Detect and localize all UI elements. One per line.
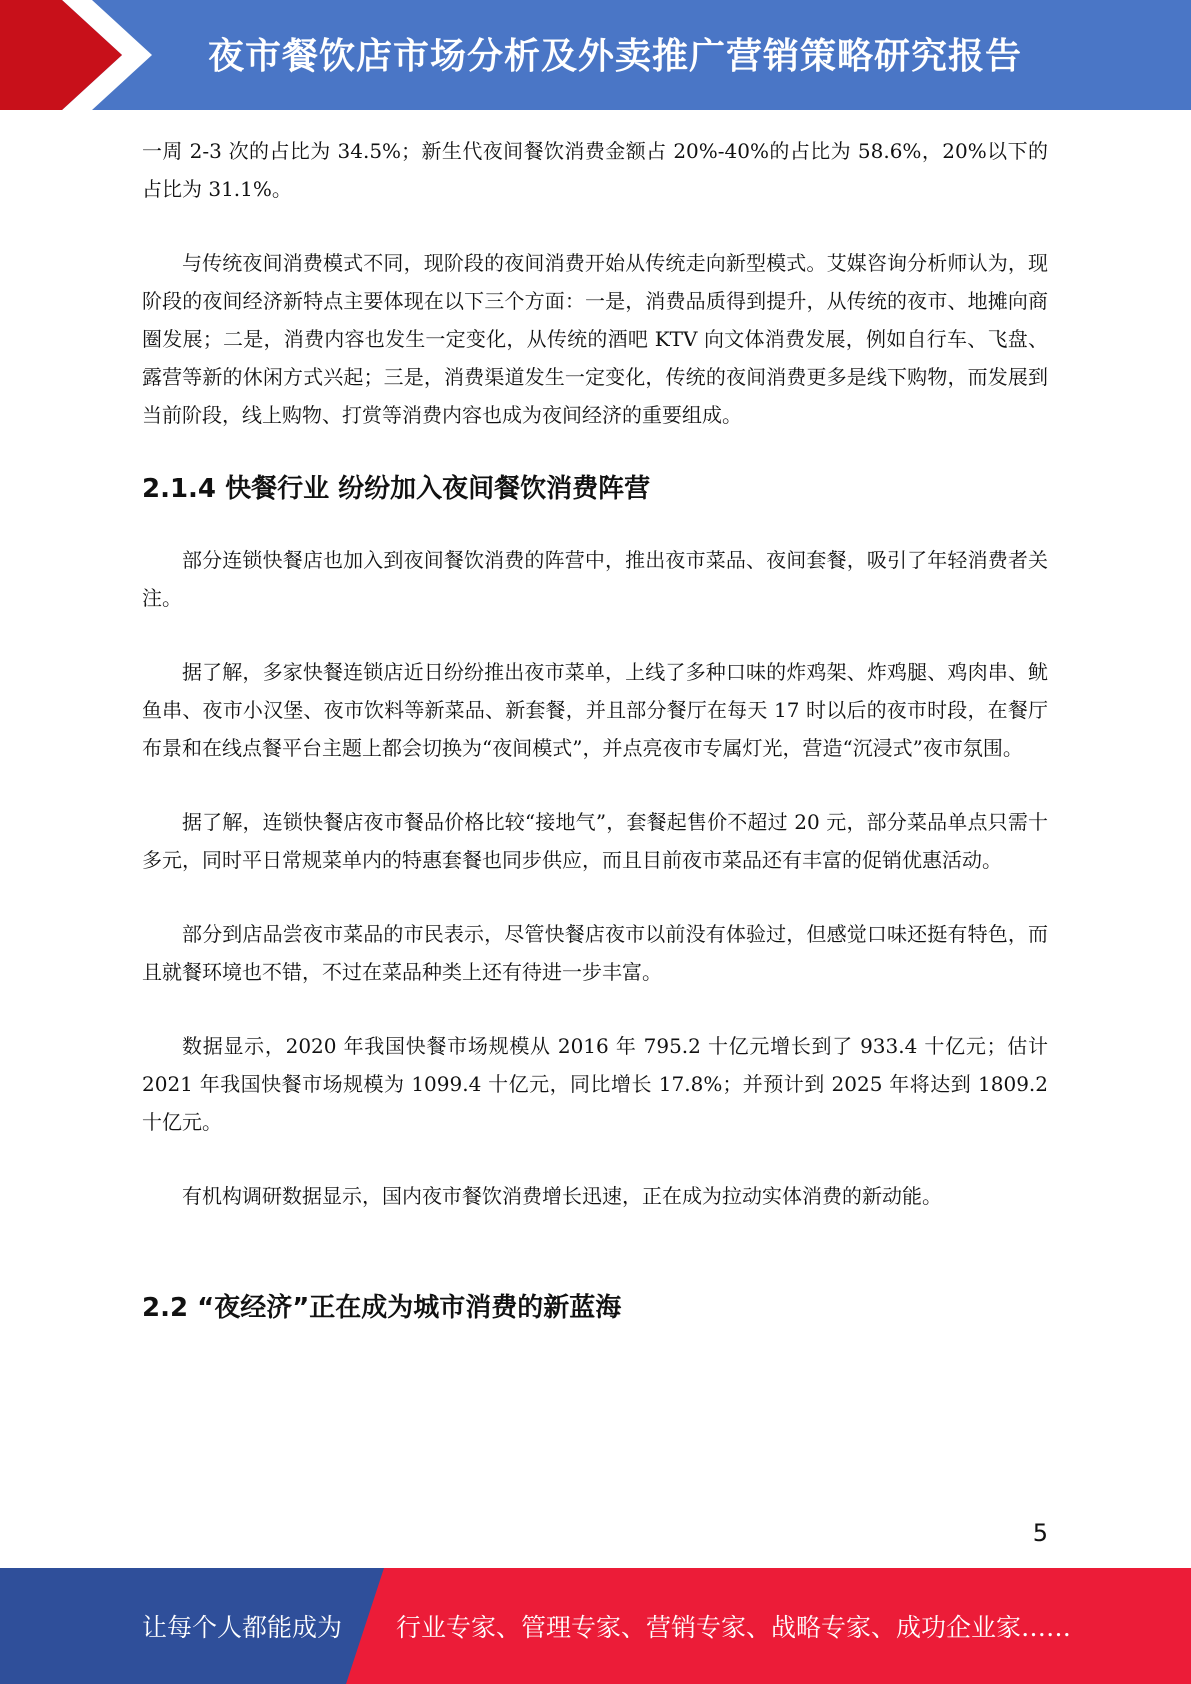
page-footer [0, 1568, 1191, 1684]
paragraph: 据了解，多家快餐连锁店近日纷纷推出夜市菜单，上线了多种口味的炸鸡架、炸鸡腿、鸡肉串、鱿鱼串、夜市小汉堡、夜市饮料等新菜品、新套餐，并且部分餐厅在每天 17 时以后的夜市时段，在餐厅布景和在线点餐平台主题上都会切换为“夜间模式”，并点亮夜市专属灯光，营造“沉浸式”夜市氛围。 [142, 660, 1048, 760]
page-header [0, 0, 1191, 110]
paragraph: 部分连锁快餐店也加入到夜间餐饮消费的阵营中，推出夜市菜品、夜间套餐，吸引了年轻消费者关注。 [142, 548, 1048, 610]
paragraph: 一周 2-3 次的占比为 34.5%；新生代夜间餐饮消费金额占 20%-40%的占比为 58.6%，20%以下的占比为 31.1%。 [142, 139, 1048, 201]
paragraph: 有机构调研数据显示，国内夜市餐饮消费增长迅速，正在成为拉动实体消费的新动能。 [182, 1184, 942, 1208]
section-heading: 2.2 “夜经济”正在成为城市消费的新蓝海 [142, 1293, 622, 1323]
paragraph: 与传统夜间消费模式不同，现阶段的夜间消费开始从传统走向新型模式。艾媒咨询分析师认为，现阶段的夜间经济新特点主要体现在以下三个方面：一是，消费品质得到提升，从传统的夜市、地摊向商圈发展；二是，消费内容也发生一定变化，从传统的酒吧 KTV 向文体消费发展，例如自行车、飞盘、露营等新的休闲方式兴起；三是，消费渠道发生一定变化，传统的夜间消费更多是线下购物，而发展到当前阶段，线上购物、打赏等消费内容也成为夜间经济的重要组成。 [142, 251, 1048, 427]
footer-slogan-right: 行业专家、管理专家、营销专家、战略专家、成功企业家…… [396, 1613, 1072, 1642]
paragraph: 数据显示，2020 年我国快餐市场规模从 2016 年 795.2 十亿元增长到了 933.4 十亿元；估计 2021 年我国快餐市场规模为 1099.4 十亿元，同比增长 17.8%；并预计到 2025 年将达到 1809.2 十亿元。 [142, 1034, 1048, 1134]
report-title: 夜市餐饮店市场分析及外卖推广营销策略研究报告 [208, 36, 1023, 77]
paragraph: 据了解，连锁快餐店夜市餐品价格比较“接地气”，套餐起售价不超过 20 元，部分菜品单点只需十多元，同时平日常规菜单内的特惠套餐也同步供应，而且目前夜市菜品还有丰富的促销优惠活动。 [142, 810, 1048, 872]
page-number: 5 [1032, 1519, 1048, 1547]
section-heading: 2.1.4 快餐行业 纷纷加入夜间餐饮消费阵营 [142, 474, 651, 504]
paragraph: 部分到店品尝夜市菜品的市民表示，尽管快餐店夜市以前没有体验过，但感觉口味还挺有特色，而且就餐环境也不错，不过在菜品种类上还有待进一步丰富。 [142, 922, 1048, 984]
footer-slogan-left: 让每个人都能成为 [142, 1613, 343, 1642]
document-body [142, 132, 1048, 1324]
